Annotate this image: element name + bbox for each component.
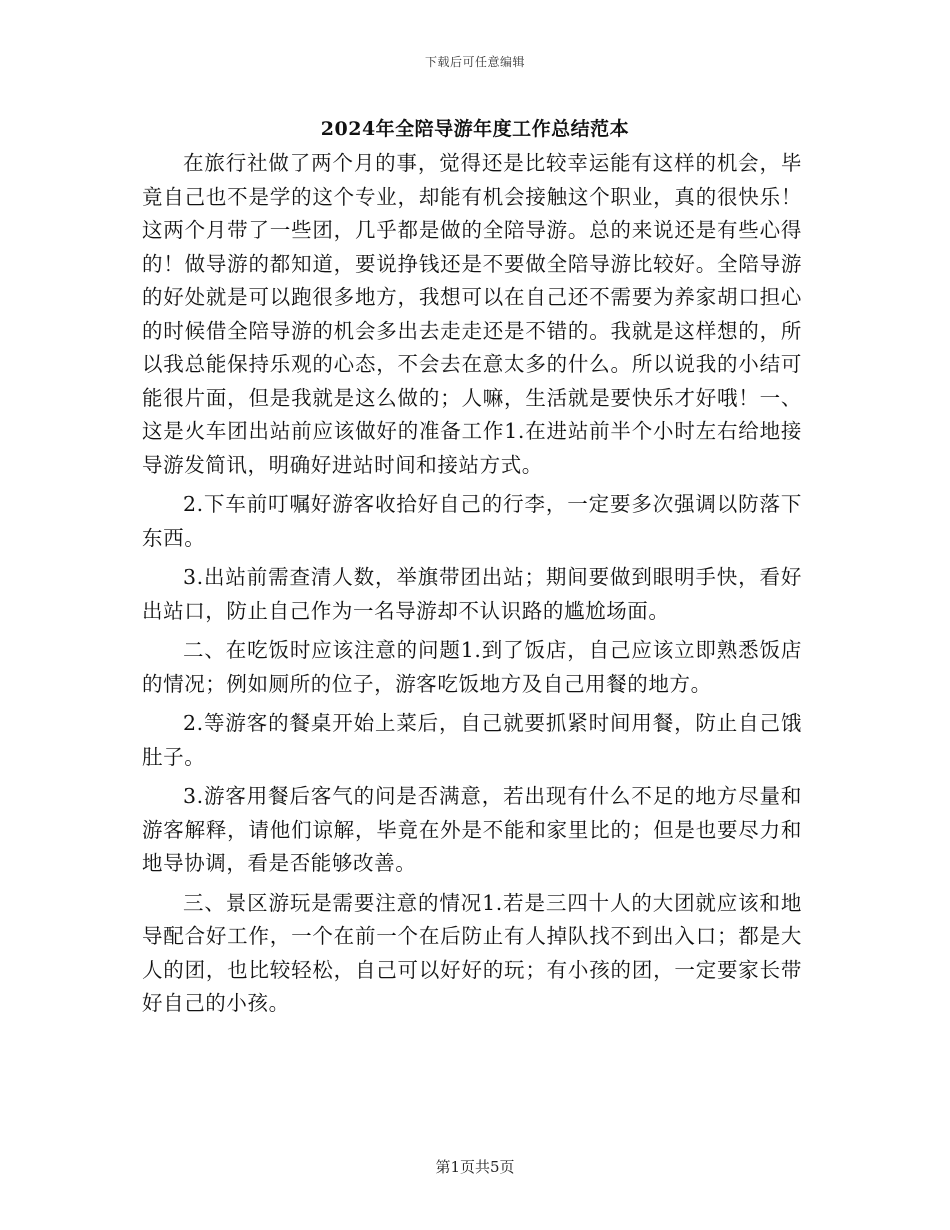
- paragraph: 三、景区游玩是需要注意的情况1.若是三四十人的大团就应该和地导配合好工作，一个在前一个在后防止有人掉队找不到出入口；都是大人的团，也比较轻松，自己可以好好的玩；有小孩的团，一定要家长带好自己的小孩。: [142, 890, 802, 1015]
- page-number: 第1页共5页: [435, 1158, 515, 1176]
- paragraph: 3.出站前需查清人数，举旗带团出站；期间要做到眼明手快，看好出站口，防止自己作为一名导游却不认识路的尴尬场面。: [142, 565, 802, 623]
- page-header-note: 下载后可任意编辑: [424, 55, 525, 69]
- paragraph: 2.下车前叮嘱好游客收拾好自己的行李，一定要多次强调以防落下东西。: [142, 492, 802, 550]
- paragraph: 二、在吃饭时应该注意的问题1.到了饭店，自己应该立即熟悉饭店的情况；例如厕所的位子，游客吃饭地方及自己用餐的地方。: [142, 638, 802, 696]
- paragraph: 2.等游客的餐桌开始上菜后，自己就要抓紧时间用餐，防止自己饿肚子。: [142, 711, 802, 769]
- document-body: [142, 147, 802, 1027]
- paragraph: 3.游客用餐后客气的问是否满意，若出现有什么不足的地方尽量和游客解释，请他们谅解，毕竟在外是不能和家里比的；但是也要尽力和地导协调，看是否能够改善。: [142, 784, 802, 875]
- document-title: 2024年全陪导游年度工作总结范本: [320, 118, 630, 140]
- paragraph: 在旅行社做了两个月的事，觉得还是比较幸运能有这样的机会，毕竟自己也不是学的这个专业，却能有机会接触这个职业，真的很快乐！这两个月带了一些团，几乎都是做的全陪导游。总的来说还是有些心得的！做导游的都知道，要说挣钱还是不要做全陪导游比较好。全陪导游的好处就是可以跑很多地方，我想可以在自己还不需要为养家胡口担心的时候借全陪导游的机会多出去走走还是不错的。我就是这样想的，所以我总能保持乐观的心态，不会去在意太多的什么。所以说我的小结可能很片面，但是我就是这么做的；人嘛，生活就是要快乐才好哦！一、这是火车团出站前应该做好的准备工作1.在进站前半个小时左右给地接导游发简讯，明确好进站时间和接站方式。: [142, 151, 802, 477]
